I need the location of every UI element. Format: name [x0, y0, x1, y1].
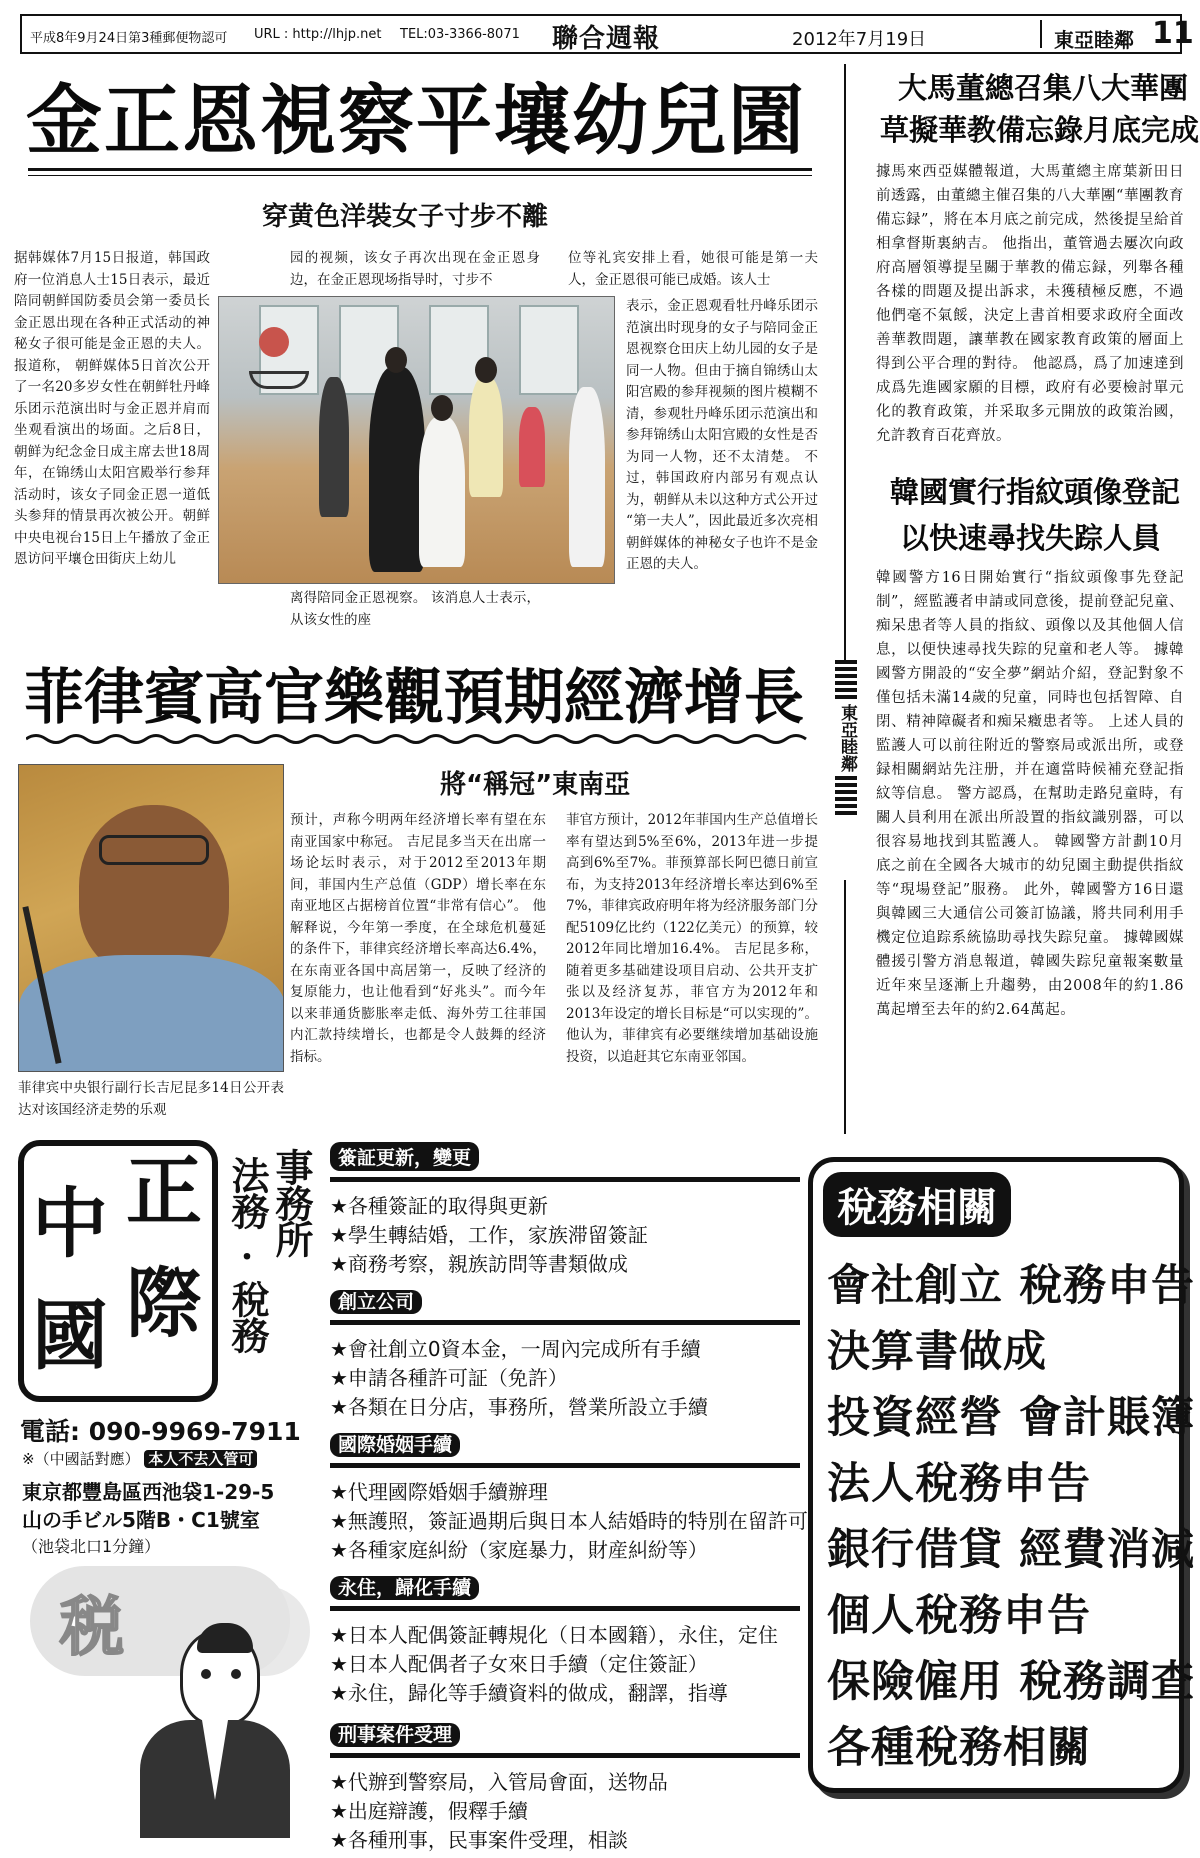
header-divider — [1040, 20, 1042, 48]
services-list — [330, 1142, 808, 1853]
note-line — [22, 1448, 257, 1469]
brand-char: 中 — [32, 1179, 108, 1268]
article1-column-2-top: 园的视频，该女子再次出现在金正恩身边，在金正恩现场指导时，寸步不 — [290, 250, 540, 288]
service-item: ★各種家庭糾紛（家庭暴力，財産糾紛等） — [330, 1538, 708, 1562]
article2-photo-caption: 菲律宾中央银行副行长吉尼昆多14日公开表达对该国经济走势的乐观 — [18, 1080, 284, 1118]
article2-headline: 菲律賓高官樂觀預期經濟增長 — [24, 663, 804, 733]
page-header — [20, 14, 1194, 54]
attendant-figure — [319, 377, 349, 517]
article3-headline-1: 大馬董總召集八大華團 — [898, 71, 1189, 105]
tab-stripes — [835, 776, 857, 816]
tax-line: 銀行借貸 經費消減 — [827, 1525, 1195, 1575]
service-item: ★代辦到警察局，入管局會面，送物品 — [330, 1770, 668, 1794]
headline-rule — [28, 168, 812, 171]
cartoon-eye — [201, 1669, 211, 1679]
service-item: ★日本人配偶者子女來日手續（定住簽証） — [330, 1652, 708, 1676]
service-item: ★各種刑事，民事案件受理，相談 — [330, 1828, 628, 1852]
section-name: 東亞睦鄰 — [1054, 28, 1134, 52]
office-vertical-name — [225, 1148, 318, 1408]
article1-column-3-top: 位等礼宾安排上看，她很可能是第一夫人，金正恩很可能已成婚。该人士 — [568, 250, 818, 288]
category-title: 永住，歸化手續 — [330, 1576, 479, 1600]
child-figure — [419, 417, 465, 567]
kindergarten-photo — [218, 296, 615, 584]
service-item: ★申請各種許可証（免許） — [330, 1366, 568, 1390]
service-category — [330, 1573, 800, 1706]
paper-name: 聯合週報 — [552, 24, 661, 54]
category-rule — [330, 1463, 800, 1468]
tax-line: 決算書做成 — [827, 1327, 1047, 1377]
ball — [259, 327, 289, 357]
service-item: ★學生轉結婚，工作，家族滞留簽証 — [330, 1223, 648, 1247]
category-title: 刑事案件受理 — [330, 1723, 460, 1747]
tax-line: 會社創立 稅務申告 — [827, 1261, 1195, 1311]
tax-lines — [827, 1252, 1195, 1780]
article3-body: 據馬來西亞媒體報道，大馬董總主席葉新田日前透露，由董總主催召集的八大華團“華團教育備忘録”，將在本月底之前完成，然後提呈給首相拿督斯裏納吉。 他指出，董管過去屢次向政府高層領導提呈關于華教的備忘録，列舉各種各樣的問題及提出訴求，未獲積極反應，不過他們毫不氣餒，決定上書首相要求政府全面改善華教問題，讓華教在國家教育政策的層面上得到公平合理的對待。 他認爲，爲了加速達到成爲先進國家願的目標，政府有必要檢討單元化的教育政策，并采取多元開放的政策治國，允許教育百花齊放。 — [876, 164, 1184, 444]
office-name-part: 稅務 — [225, 1280, 269, 1352]
service-item: ★商務考察，親族訪問等書類做成 — [330, 1252, 628, 1276]
headline-rule-thin — [28, 175, 812, 176]
note-prefix: ※（中國話對應） — [22, 1450, 140, 1468]
service-item: ★日本人配偶簽証轉規化（日本國籍），永住，定住 — [330, 1623, 778, 1647]
article2-column-3: 菲官方预计，2012年菲国内生产总值增长率有望达到5%至6%，2013年进一步提高到6%至7%。菲预算部长阿巴德日前宣布，为支持2013年经济增长率达到6%至7%，菲律宾政府明年将为经济服务部门分配5109亿比约（122亿美元）的预算，较2012年同比增加16.4%。 吉尼昆多称，随着更多基础建设项目启动、公共开支扩张以及经济复苏，菲官方为2012年和2013年设定的增长目标是“可以实现的”。他认为，菲律宾有必要继续增加基础设施投资，以追赶其它东南亚邻国。 — [566, 812, 818, 1065]
column-divider — [844, 64, 846, 1134]
office-name-part: 法務 — [225, 1156, 269, 1228]
tax-line: 各種稅務相關 — [827, 1723, 1091, 1773]
service-item: ★出庭辯護，假釋手續 — [330, 1799, 528, 1823]
service-item: ★各類在日分店，事務所，營業所設立手續 — [330, 1395, 708, 1419]
cartoon-eye — [231, 1669, 241, 1679]
service-item: ★各種簽証的取得與更新 — [330, 1194, 548, 1218]
brand-char: 正 — [126, 1147, 202, 1236]
cartoon-head — [180, 1630, 260, 1726]
category-rule — [330, 1320, 800, 1325]
service-item: ★無護照，簽証過期后與日本人結婚時的特別在留許可 — [330, 1509, 808, 1533]
basketball-hoop — [249, 371, 309, 389]
category-rule — [330, 1177, 800, 1182]
article4-headline-1: 韓國實行指紋頭像登記 — [890, 475, 1181, 509]
tax-title: 稅務相關 — [823, 1172, 1011, 1237]
man-figure — [369, 367, 425, 572]
child-figure-3 — [569, 387, 605, 567]
address-line-2: 山の手ビル5階B・C1號室 — [22, 1508, 260, 1532]
child-head — [431, 395, 453, 421]
official-photo — [18, 764, 284, 1072]
service-item: ★會社創立0資本金，一周內完成所有手續 — [330, 1337, 701, 1361]
issue-date: 2012年7月19日 — [792, 29, 927, 50]
category-title: 簽証更新，變更 — [330, 1142, 479, 1171]
face — [79, 805, 229, 975]
article2-column-2: 预计，声称今明两年经济增长率有望在东南亚国家中称冠。 吉尼昆多当天在出席一场论坛时表示，对于2012至2013年期间，菲国内生产总值（GDP）增长率在东南亚地区占据榜首位置“非常有信心”。 他解释说，今年第一季度，在全球危机蔓延的条件下，菲律宾经济增长率高达6.4%，在东南亚各国中高居第一，反映了经济的复原能力，也让他看到“好兆头”。而今年以来菲通货膨胀率走低、海外劳工往菲国内汇款持续增长，也都是令人鼓舞的经济指标。 — [290, 812, 546, 1065]
tax-services-box — [808, 1157, 1195, 1793]
tax-line: 投資經營 會計賬簿 — [827, 1393, 1195, 1443]
man-head — [385, 347, 407, 373]
service-category — [330, 1720, 800, 1853]
cartoon-body — [140, 1720, 290, 1838]
article1-column-1: 据韩媒体7月15日报道，韩国政府一位消息人士15日表示，最近陪同朝鲜国防委员会第一委员长金正恩出现在各种正式活动的神秘女子很可能是金正恩的夫人。 报道称， 朝鲜媒体5日首次公开了一名20多岁女性在朝鲜牡丹峰乐团示范演出时与金正恩并肩而坐观看演出的场面。之后8日，朝鲜为纪念金日成主席去世18周年，在锦绣山太阳宫殿举行参拜活动时，该女子同金正恩一道低头参拜的情景再次被公开。朝鲜中央电视台15日上午播放了金正恩访问平壤仓田街庆上幼儿 — [14, 250, 210, 567]
cartoon-shirt — [202, 1720, 228, 1800]
woman-head — [475, 357, 497, 383]
service-item: ★永住，歸化等手續資料的做成，翻譯，指導 — [330, 1681, 728, 1705]
article1-headline: 金正恩視察平壤幼兒園 — [26, 76, 806, 165]
article4-headline-2: 以快速尋找失踪人員 — [900, 521, 1162, 555]
side-section-tab — [835, 660, 857, 880]
category-title: 創立公司 — [330, 1290, 422, 1314]
article3-headline-2: 草擬華教備忘錄月底完成 — [880, 113, 1200, 147]
note-badge: 本人不去入管可 — [144, 1450, 257, 1468]
service-category — [330, 1430, 808, 1563]
article1-subhead: 穿黄色洋裝女子寸步不離 — [262, 202, 549, 232]
tax-line: 個人稅務申告 — [827, 1591, 1091, 1641]
tel-text: TEL:03-3366-8071 — [400, 27, 520, 42]
side-section-label: 東亞睦鄰 — [837, 704, 857, 772]
article4-body: 韓國警方16日開始實行“指紋頭像事先登記制”，經監護者申請或同意後，提前登記兒童、痴呆患者等人員的指紋、頭像以及其他個人信息，以便快速尋找失踪的兒童和老人等。 據韓國警方開設的“安全夢”網站介紹，登記對象不僅包括未滿14歲的兒童，同時也包括智障、自閉、精神障礙者和痴呆癥患者等。 上述人員的監護人可以前往附近的警察局或派出所，或登録相關網站先注册，并在適當時候補充登記指紋等信息。 警方認爲，在幫助走路兒童時，有關人員利用在派出所設置的指紋識别器，可以很容易地找到其監護人。 韓國警方計劃10月底之前在全國各大城市的幼兒園主動提供指紋等“現場登記”服務。 此外，韓國警方16日還與韓國三大通信公司簽訂協議，將共同利用手機定位追踪系統協助尋找失踪兒童。 據韓國媒體援引警方消息報道，韓國失踪兒童報案數量近年來呈逐漸上升趨勢，由2008年的約1.86萬起增至去年的約2.64萬起。 — [876, 570, 1184, 1018]
glasses — [99, 835, 209, 865]
tab-stripes — [835, 660, 857, 700]
article2-subhead: 將“稱冠”東南亞 — [440, 770, 631, 800]
page-number: 11 — [1152, 16, 1194, 51]
tax-line: 法人稅務申告 — [827, 1459, 1091, 1509]
service-category — [330, 1287, 800, 1420]
service-category — [330, 1142, 800, 1277]
phone-number[interactable]: 電話: 090-9969-7911 — [20, 1417, 301, 1446]
category-rule — [330, 1753, 800, 1758]
article1-column-2-bottom: 离得陪同金正恩视察。 该消息人士表示，从该女性的座 — [290, 590, 540, 628]
permit-text: 平成8年9月24日第3種郵便物認可 — [30, 31, 228, 46]
article1-column-3-wrap: 表示，金正恩观看牡丹峰乐团示范演出时现身的女子与陪同金正恩视察仓田庆上幼儿园的女子是同一人物。但由于摘自锦绣山太阳宫殿的参拜视频的图片模糊不清，参观牡丹峰乐团示范演出和参拜锦绣山太阳宫殿的女性是否为同一人物，还不太清楚。 不过，韩国政府内部另有观点认为，朝鲜从未以这种方式公开过 “第一夫人”，因此最近多次亮相朝鲜媒体的神秘女子也许不是金正恩的夫人。 — [626, 298, 818, 572]
wave-rule — [26, 732, 816, 746]
address-line-3: （池袋北口1分鐘） — [22, 1537, 161, 1556]
brand-box — [18, 1140, 218, 1402]
url-text: URL : http://lhjp.net — [254, 27, 382, 42]
cloud-glyph: 税 — [60, 1591, 124, 1665]
woman-figure — [469, 377, 503, 497]
category-title: 國際婚姻手續 — [330, 1433, 460, 1457]
tax-line: 保險僱用 稅務調查 — [827, 1657, 1195, 1707]
office-name-dot: ・ — [232, 1241, 262, 1276]
child-figure-2 — [519, 407, 545, 487]
address-line-1: 東京都豐島區西池袋1-29-5 — [22, 1480, 275, 1504]
category-rule — [330, 1606, 800, 1611]
window — [519, 305, 579, 395]
brand-char: 際 — [126, 1259, 202, 1348]
service-item: ★代理國際婚姻手續辦理 — [330, 1480, 548, 1504]
office-name-part: 事務所 — [269, 1148, 313, 1256]
brand-char: 國 — [32, 1291, 108, 1380]
